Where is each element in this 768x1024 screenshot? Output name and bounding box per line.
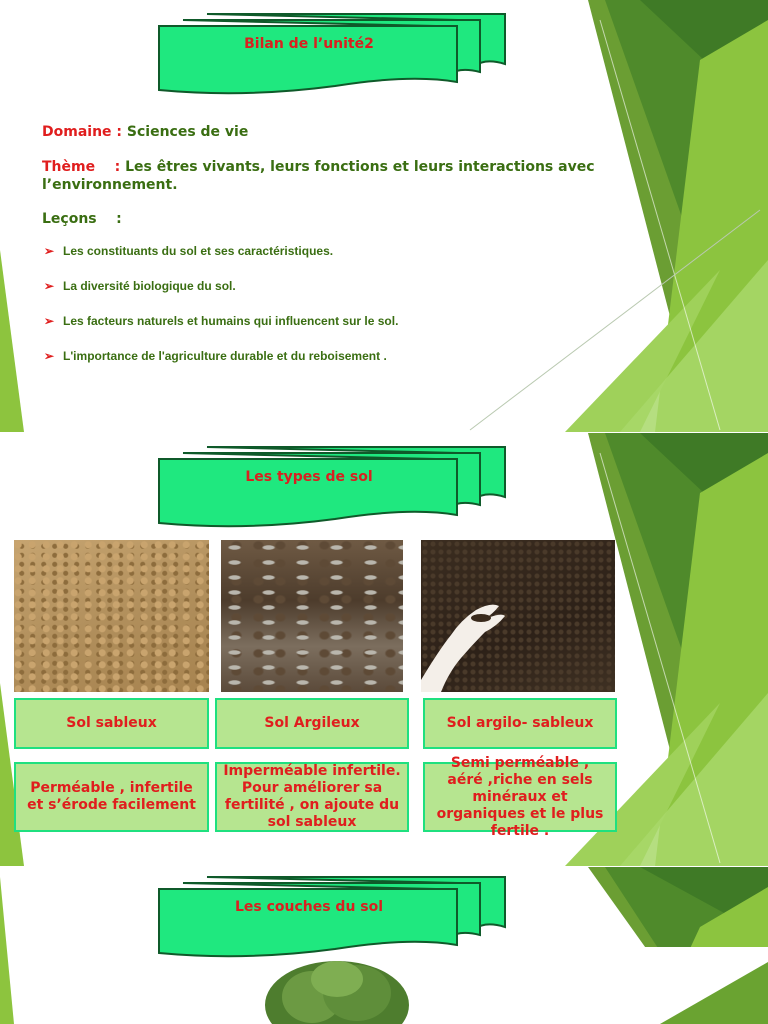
slide-couches-du-sol bbox=[0, 867, 768, 1024]
loam-soil-photo bbox=[421, 540, 615, 692]
title-banner bbox=[155, 875, 510, 959]
soil-name-argilo-sableux: Sol argilo- sableux bbox=[423, 698, 617, 749]
domaine-value: Sciences de vie bbox=[126, 124, 249, 140]
list-item bbox=[42, 314, 398, 349]
sandy-soil-photo bbox=[14, 540, 209, 692]
theme-value: Les êtres vivants, leurs fonctions et leurs interactions avec l’environnement. bbox=[42, 159, 595, 193]
arrow-bullet-icon: ➢ bbox=[44, 244, 55, 258]
list-item bbox=[42, 279, 398, 314]
slide-types-de-sol bbox=[0, 433, 768, 866]
soil-desc-sableux: Perméable , infertile et s’érode facilement bbox=[14, 762, 209, 832]
lesson-text: La diversité biologique du sol. bbox=[63, 279, 236, 293]
lesson-text: Les facteurs naturels et humains qui influencent sur le sol. bbox=[63, 314, 399, 328]
slide-title: Bilan de l’unité2 bbox=[244, 36, 374, 52]
lesson-text: L'importance de l'agriculture durable et du reboisement . bbox=[63, 349, 387, 363]
soil-desc-argilo-sableux: Semi perméable , aéré ,riche en sels minéraux et organiques et le plus fertile . bbox=[423, 762, 617, 832]
soil-name-argileux: Sol Argileux bbox=[215, 698, 409, 749]
soil-desc-argileux: Imperméable infertile. Pour améliorer sa fertilité , on ajoute du sol sableux bbox=[215, 762, 409, 832]
slide-title: Les couches du sol bbox=[234, 899, 384, 915]
tree-icon bbox=[262, 957, 412, 1024]
title-banner bbox=[155, 445, 510, 529]
list-item bbox=[42, 244, 398, 279]
theme-label: Thème : bbox=[42, 159, 121, 175]
domaine-label: Domaine : bbox=[42, 124, 123, 140]
hand-holding-soil-icon bbox=[421, 540, 615, 692]
lesson-text: Les constituants du sol et ses caractéristiques. bbox=[63, 244, 334, 258]
lecons-label: Leçons : bbox=[42, 211, 122, 227]
soil-name-sableux: Sol sableux bbox=[14, 698, 209, 749]
scroll-shape bbox=[155, 12, 510, 96]
lessons-list bbox=[42, 244, 398, 384]
arrow-bullet-icon: ➢ bbox=[44, 349, 55, 363]
scroll-shape bbox=[155, 445, 510, 529]
scroll-shape bbox=[155, 875, 510, 959]
title-banner bbox=[155, 12, 510, 96]
slide-title: Les types de sol bbox=[245, 469, 373, 485]
clay-soil-photo bbox=[221, 540, 403, 692]
arrow-bullet-icon: ➢ bbox=[44, 314, 55, 328]
theme-line bbox=[42, 158, 622, 194]
slide-bilan bbox=[0, 0, 768, 432]
arrow-bullet-icon: ➢ bbox=[44, 279, 55, 293]
domaine-line bbox=[42, 124, 248, 140]
list-item bbox=[42, 349, 398, 384]
